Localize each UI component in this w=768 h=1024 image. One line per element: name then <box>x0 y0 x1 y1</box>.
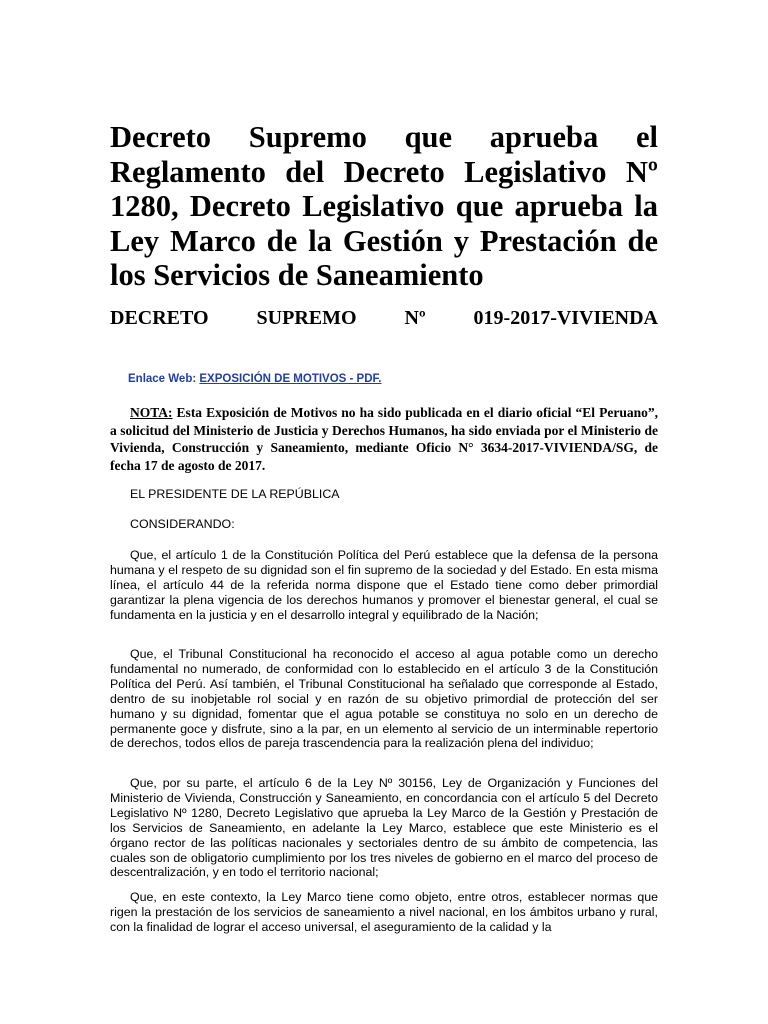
president-heading: EL PRESIDENTE DE LA REPÚBLICA <box>130 487 340 501</box>
considering-heading: CONSIDERANDO: <box>130 517 235 531</box>
decree-number-word-4: 019-2017-VIVIENDA <box>473 307 658 329</box>
web-link-text[interactable]: EXPOSICIÓN DE MOTIVOS - PDF. <box>199 373 382 385</box>
decree-number-word-1: DECRETO <box>110 307 209 329</box>
decree-number-word-2: SUPREMO <box>256 307 357 329</box>
decree-number-word-3: Nº <box>404 307 426 329</box>
note-text: Esta Exposición de Motivos no ha sido publicada en el diario oficial “El Peruano”, a solicitud del Ministerio de Justicia y Derechos Humanos, ha sido enviada por el Ministerio de Vivienda, Construcción y Saneamiento, mediante Oficio N° 3634-2017-VIVIENDA/SG, de fecha 17 de agosto de 2017. <box>110 405 658 473</box>
decree-number <box>110 306 658 330</box>
web-link[interactable] <box>128 372 381 386</box>
considerando-paragraph-1: Que, el artículo 1 de la Constitución Política del Perú establece que la defensa de la persona humana y el respeto de su dignidad son el fin supremo de la sociedad y del Estado. En esta misma línea, el artículo 44 de la referida norma dispone que el Estado tiene como deber primordial garantizar la plena vigencia de los derechos humanos y promover el bienestar general, el cual se fundamenta en la justicia y en el desarrollo integral y equilibrado de la Nación; <box>110 548 658 622</box>
web-link-label: Enlace Web: <box>128 373 197 385</box>
considerando-paragraph-4: Que, en este contexto, la Ley Marco tiene como objeto, entre otros, establecer normas que rigen la prestación de los servicios de saneamiento a nivel nacional, en los ámbitos urbano y rural, con la finalidad de lograr el acceso universal, el aseguramiento de la calidad y la <box>110 890 658 934</box>
note-paragraph <box>110 404 658 474</box>
considerando-paragraph-3: Que, por su parte, el artículo 6 de la Ley Nº 30156, Ley de Organización y Funciones del Ministerio de Vivienda, Construcción y Saneamiento, en concordancia con el artículo 5 del Decreto Legislativo Nº 1280, Decreto Legislativo que aprueba la Ley Marco de la Gestión y Prestación de los Servicios de Saneamiento, en adelante la Ley Marco, establece que este Ministerio es el órgano rector de las políticas nacionales y sectoriales dentro de su ámbito de competencia, las cuales son de obligatorio cumplimiento por los tres niveles de gobierno en el marco del proceso de descentralización, y en todo el territorio nacional; <box>110 776 658 880</box>
document-title: Decreto Supremo que aprueba el Reglamento del Decreto Legislativo Nº 1280, Decreto Legislativo que aprueba la Ley Marco de la Gestión y Prestación de los Servicios de Saneamiento <box>110 120 658 292</box>
note-label: NOTA: <box>130 405 173 420</box>
considerando-paragraph-2: Que, el Tribunal Constitucional ha reconocido el acceso al agua potable como un derecho fundamental no numerado, de conformidad con lo establecido en el artículo 3 de la Constitución Política del Perú. Así también, el Tribunal Constitucional ha señalado que corresponde al Estado, dentro de su inobjetable rol social y en razón de su objetivo primordial de protección del ser humano y su dignidad, fomentar que el agua potable se constituya no solo en un derecho de permanente goce y disfrute, sino a la par, en un elemento al servicio de un interminable repertorio de derechos, todos ellos de pareja trascendencia para la realización plena del individuo; <box>110 647 658 751</box>
